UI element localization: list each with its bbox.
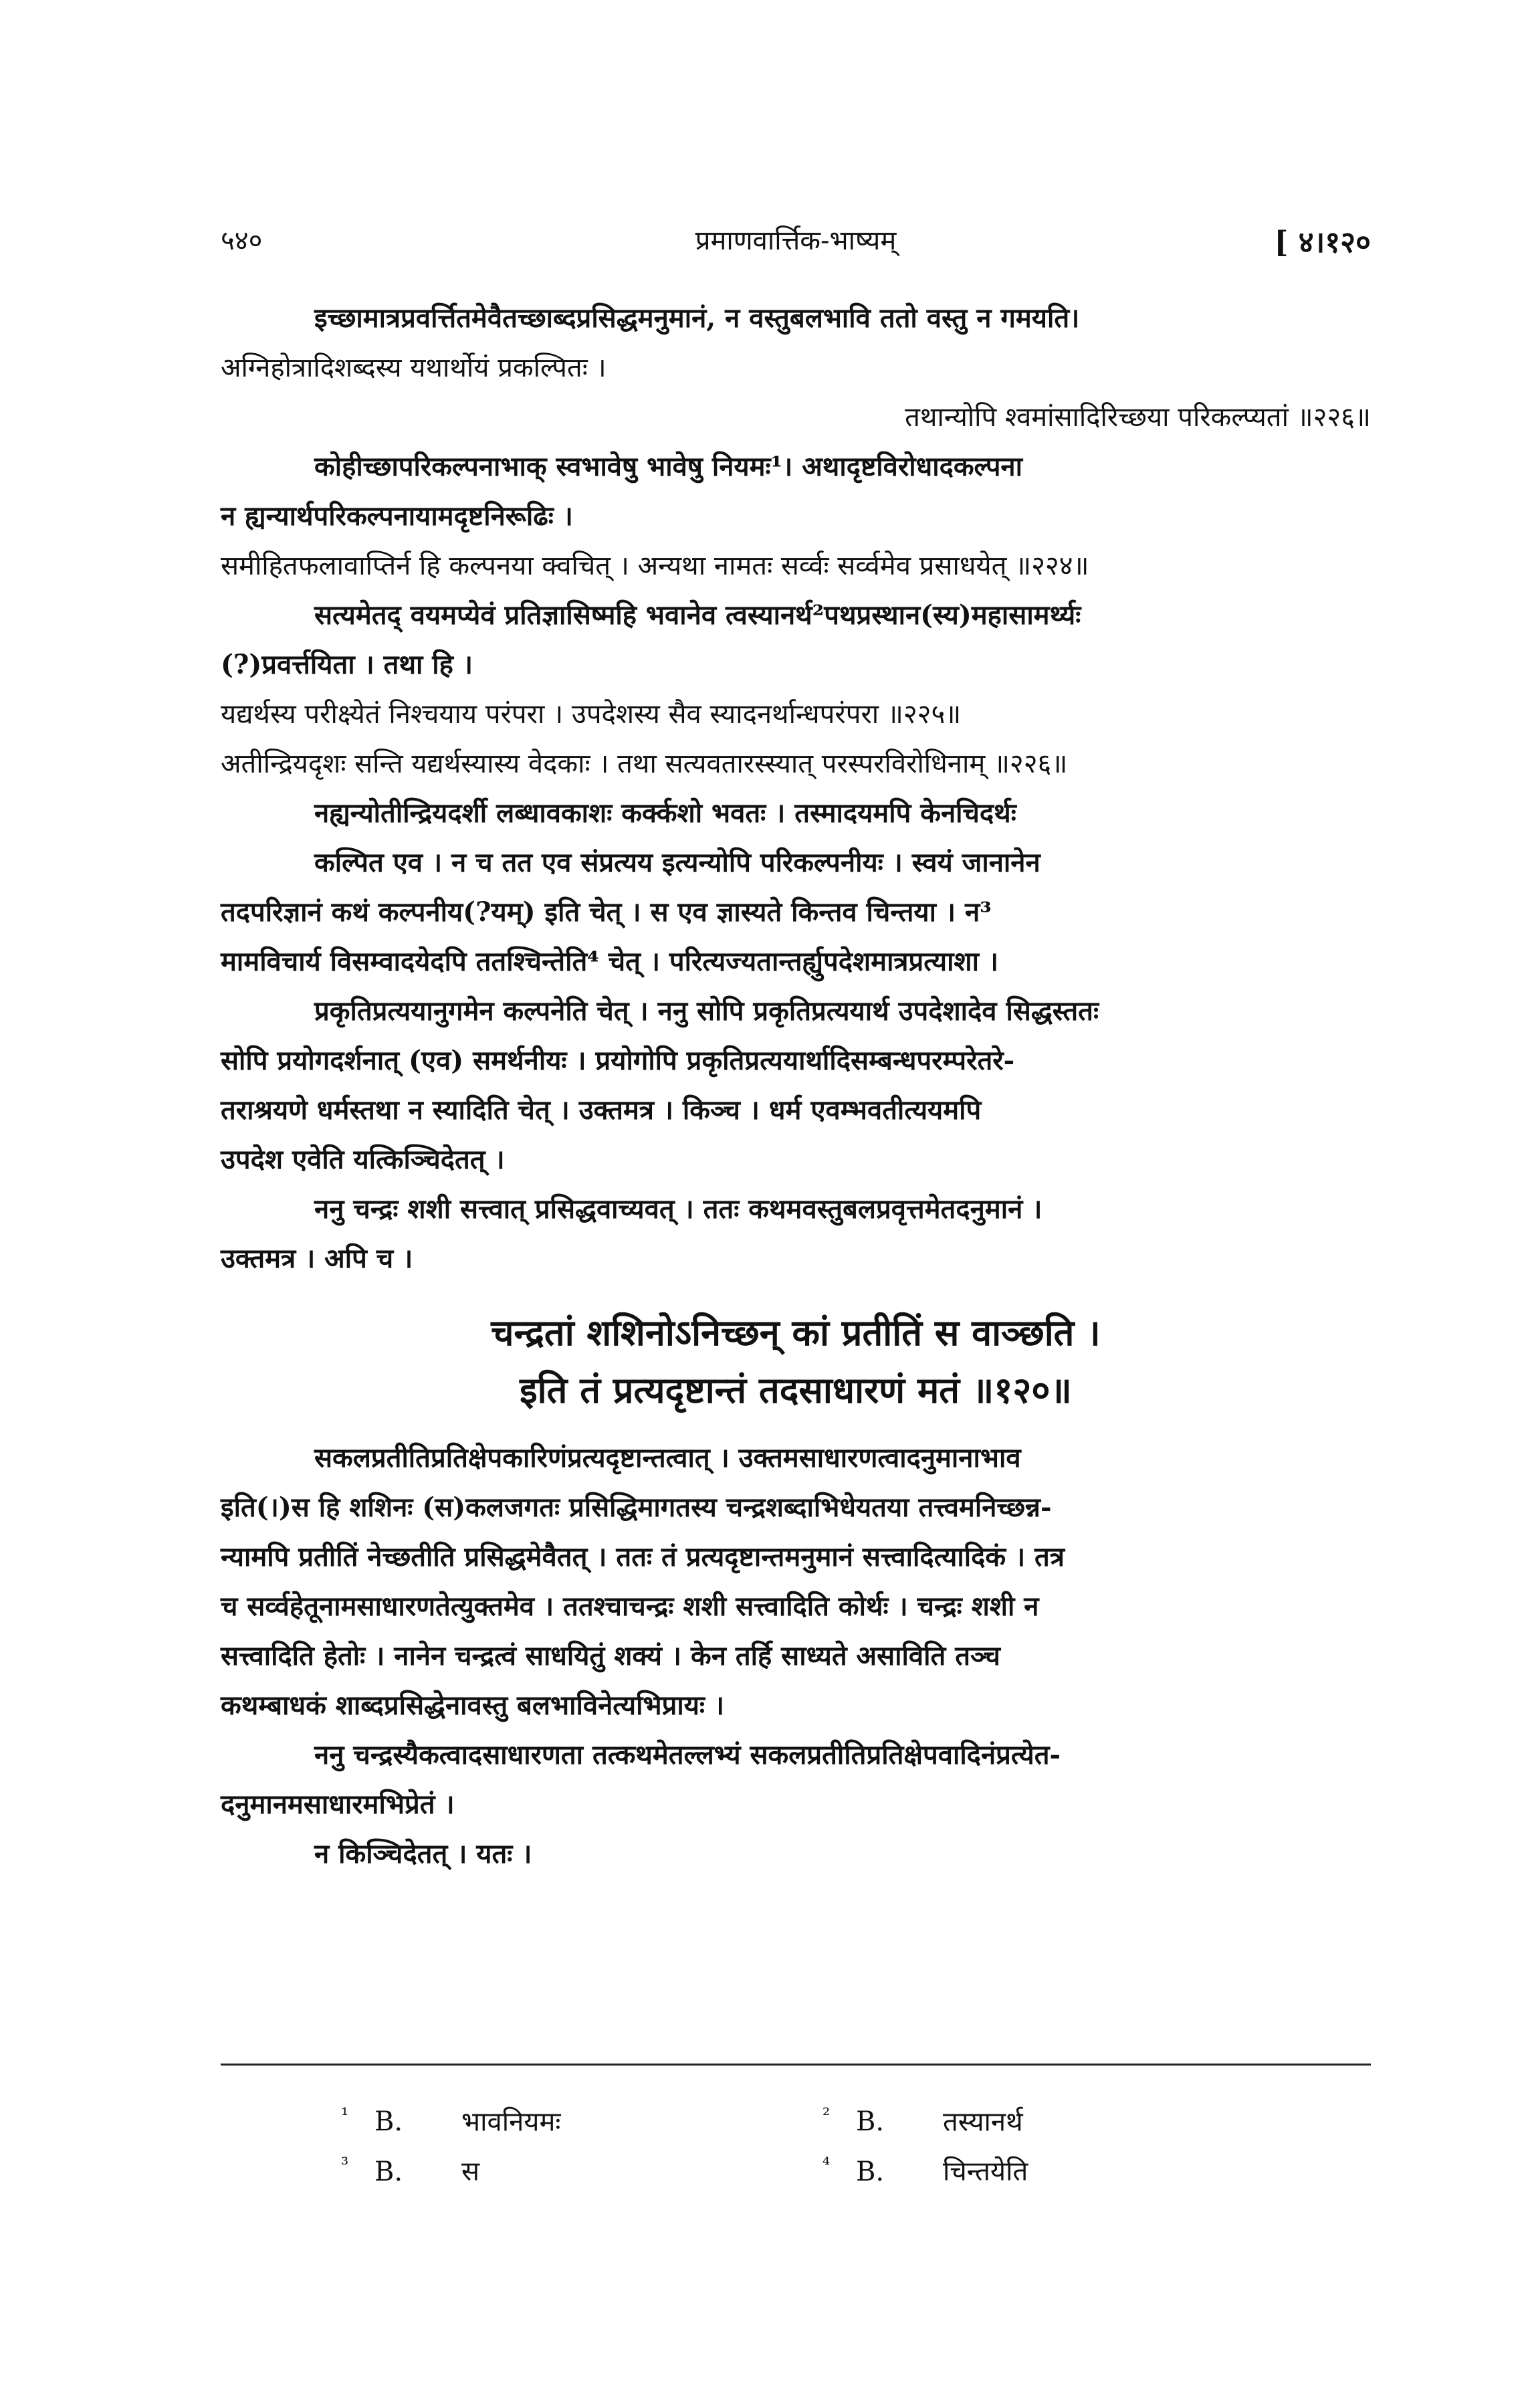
text-line: इच्छामात्रप्रवर्त्तितमेवैतच्छाब्दप्रसिद्धमनुमानं, न वस्तुबलभावि ततो वस्तु न गमयति। xyxy=(314,302,1080,334)
text-line: दनुमानमसाधारमभिप्रेतं । xyxy=(221,1789,455,1820)
footnote-text: भावनियमः xyxy=(461,2106,561,2138)
text-line: ननु चन्द्रस्यैकत्वादसाधारणता तत्कथमेतल्लभ्यं सकलप्रतीतिप्रतिक्षेपवादिनंप्रत्येत- xyxy=(314,1739,1061,1771)
karika-line: इति तं प्रत्यदृष्टान्तं तदसाधारणं मतं ॥१२०॥ xyxy=(520,1369,1072,1411)
text-line: तराश्रयणे धर्मस्तथा न स्यादिति चेत् । उक्तमत्र । किञ्च । धर्म एवम्भवतीत्ययमपि xyxy=(221,1094,982,1126)
footnote-text: तस्यानर्थ xyxy=(943,2106,1023,2138)
footnote-divider xyxy=(221,2064,1371,2066)
text-line: सकलप्रतीतिप्रतिक्षेपकारिणंप्रत्यदृष्टान्तत्वात् । उक्तमसाधारणत्वादनुमानाभाव xyxy=(314,1442,1021,1474)
text-line: सत्यमेतद् वयमप्येवं प्रतिज्ञासिष्महि भवानेव त्वस्यानर्थ²पथप्रस्थान(स्य)महासामर्थ्यः xyxy=(314,599,1081,631)
text-line: न किञ्चिदेतत् । यतः । xyxy=(314,1838,532,1870)
text-line: तदपरिज्ञानं कथं कल्पनीय(?यम्) इति चेत् । स एव ज्ञास्यते किन्तव चिन्तया । न³ xyxy=(221,896,992,928)
footnote-src: B. xyxy=(856,2106,885,2138)
karika-line: चन्द्रतां शशिनोऽनिच्छन् कां प्रतीतिं स वाञ्छति । xyxy=(491,1311,1101,1354)
footnote xyxy=(341,2094,560,2143)
text-line: उक्तमत्र । अपि च । xyxy=(221,1243,413,1274)
main-text xyxy=(221,301,1371,1886)
text-line: तथान्योपि श्वमांसादिरिच्छया परिकल्प्यतां ॥२२६॥ xyxy=(905,402,1371,433)
footnote xyxy=(341,2143,560,2193)
footnote xyxy=(822,2094,1028,2143)
footnote xyxy=(822,2143,1028,2193)
text-line: च सर्व्वहेतूनामसाधारणतेत्युक्तमेव । ततश्चाचन्द्रः शशी सत्त्वादिति कोर्थः । चन्द्रः शशी न xyxy=(221,1591,1039,1622)
footnote-src: B. xyxy=(374,2106,403,2138)
footnote-num: ² xyxy=(822,2104,831,2126)
page-number: ५४० xyxy=(221,225,263,256)
footnote-text: स xyxy=(461,2156,480,2187)
text-line: सत्त्वादिति हेतोः । नानेन चन्द्रत्वं साधयितुं शक्यं । केन तर्हि साध्यते असाविति तञ्च xyxy=(221,1640,1000,1672)
text-line: कोहीच्छापरिकल्पनाभाक् स्वभावेषु भावेषु नियमः¹। अथादृष्टविरोधादकल्पना xyxy=(314,451,1022,482)
verse-reference: [ ४।१२० xyxy=(1274,225,1371,260)
text-line: इति(।)स हि शशिनः (स)कलजगतः प्रसिद्धिमागतस्य चन्द्रशब्दाभिधेयतया तत्त्वमनिच्छन्न- xyxy=(221,1492,1052,1523)
footnote-src: B. xyxy=(856,2156,885,2187)
text-line: कथम्बाधकं शाब्दप्रसिद्धेनावस्तु बलभाविनेत्यभिप्रायः । xyxy=(221,1690,725,1721)
text-line: समीहितफलावाप्तिर्न हि कल्पनया क्वचित् । अन्यथा नामतः सर्व्वः सर्व्वमेव प्रसाधयेत् ॥२२४॥ xyxy=(221,550,1089,581)
text-line: न्यामपि प्रतीतिं नेच्छतीति प्रसिद्धमेवैतत् । ततः तं प्रत्यदृष्टान्तमनुमानं सत्त्वादित्यादिकं । तत्र xyxy=(221,1541,1065,1573)
karika-verse xyxy=(221,1308,1371,1414)
footnote-text: चिन्तयेति xyxy=(943,2156,1028,2187)
text-line: मामविचार्य विसम्वादयेदपि ततश्चिन्तेति⁴ चेत् । परित्यज्यतान्तर्ह्युपदेशमात्रप्रत्याशा । xyxy=(221,946,999,977)
page-header xyxy=(221,221,1371,268)
text-line: ननु चन्द्रः शशी सत्त्वात् प्रसिद्धवाच्यवत् । ततः कथमवस्तुबलप्रवृत्तमेतदनुमानं । xyxy=(314,1193,1042,1225)
text-line: (?)प्रवर्त्तयिता । तथा हि । xyxy=(221,649,473,680)
text-line: उपदेश एवेति यत्किञ्चिदेतत् । xyxy=(221,1144,505,1175)
text-line: प्रकृतिप्रत्ययानुगमेन कल्पनेति चेत् । ननु सोपि प्रकृतिप्रत्ययार्थ उपदेशादेव सिद्धस्ततः xyxy=(314,995,1099,1027)
footnote-num: ⁴ xyxy=(822,2153,831,2176)
footnotes-left xyxy=(341,2094,560,2193)
commentary-block xyxy=(221,1441,1371,1872)
text-line: कल्पित एव । न च तत एव संप्रत्यय इत्यन्योपि परिकल्पनीयः । स्वयं जानानेन xyxy=(314,847,1040,878)
text-line: नह्यन्योतीन्द्रियदर्शी लब्धावकाशः कर्क्कशो भवतः । तस्मादयमपि केनचिदर्थः xyxy=(314,797,1016,829)
footnote-num: ¹ xyxy=(341,2104,349,2126)
footnotes-right xyxy=(822,2094,1028,2193)
text-line: अतीन्द्रियदृशः सन्ति यद्यर्थस्यास्य वेदकाः । तथा सत्यवतारस्स्यात् परस्परविरोधिनाम् ॥२२६॥ xyxy=(221,748,1068,779)
text-line: सोपि प्रयोगदर्शनात् (एव) समर्थनीयः । प्रयोगोपि प्रकृतिप्रत्ययार्थादिसम्बन्धपरम्परेतरे- xyxy=(221,1045,1015,1076)
text-line: यद्यर्थस्य परीक्ष्येतं निश्चयाय परंपरा । उपदेशस्य सैव स्यादनर्थान्धपरंपरा ॥२२५॥ xyxy=(221,699,962,730)
text-block xyxy=(221,301,1371,1276)
running-title: प्रमाणवार्त्तिक-भाष्यम् xyxy=(695,225,897,256)
footnote-src: B. xyxy=(374,2156,403,2187)
text-line: न ह्यन्यार्थपरिकल्पनायामदृष्टनिरूढिः । xyxy=(221,500,573,532)
footnote-num: ³ xyxy=(341,2153,349,2176)
text-line: अग्निहोत्रादिशब्दस्य यथार्थोयं प्रकल्पितः । xyxy=(221,353,607,383)
